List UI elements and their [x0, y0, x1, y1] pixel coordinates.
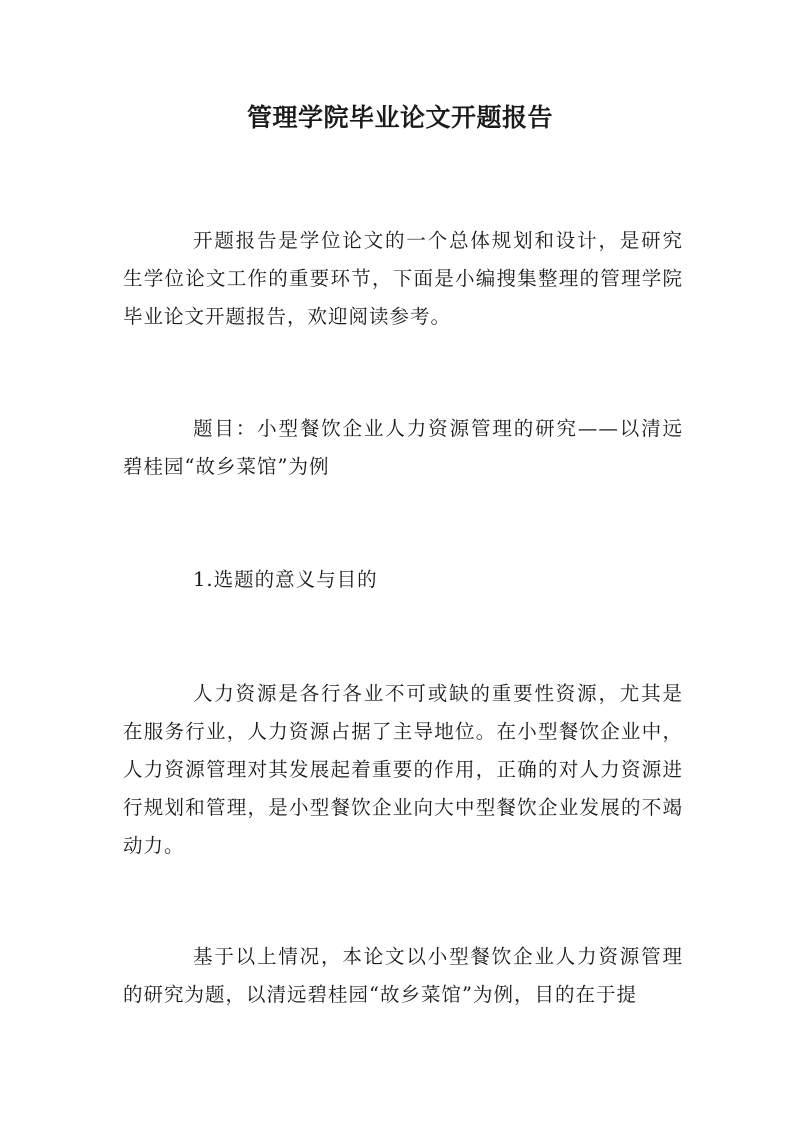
- document-title: 管理学院毕业论文开题报告: [246, 103, 553, 132]
- intro-paragraph: 开题报告是学位论文的一个总体规划和设计，是研究生学位论文工作的重要环节，下面是小编搜集整理的管理学院毕业论文开题报告，欢迎阅读参考。: [123, 229, 683, 328]
- section-heading: 1.选题的意义与目的: [193, 568, 378, 591]
- body-paragraph: 人力资源是各行各业不可或缺的重要性资源，尤其是在服务行业，人力资源占据了主导地位。在小型餐饮企业中，人力资源管理对其发展起着重要的作用，正确的对人力资源进行规划和管理，是小型餐饮企业向大中型餐饮企业发展的不竭动力。: [123, 682, 683, 857]
- topic-paragraph: 题目：小型餐饮企业人力资源管理的研究——以清远碧桂园“故乡菜馆”为例: [123, 417, 683, 478]
- body-paragraph: 基于以上情况，本论文以小型餐饮企业人力资源管理的研究为题，以清远碧桂园“故乡菜馆”为例，目的在于提: [123, 945, 683, 1006]
